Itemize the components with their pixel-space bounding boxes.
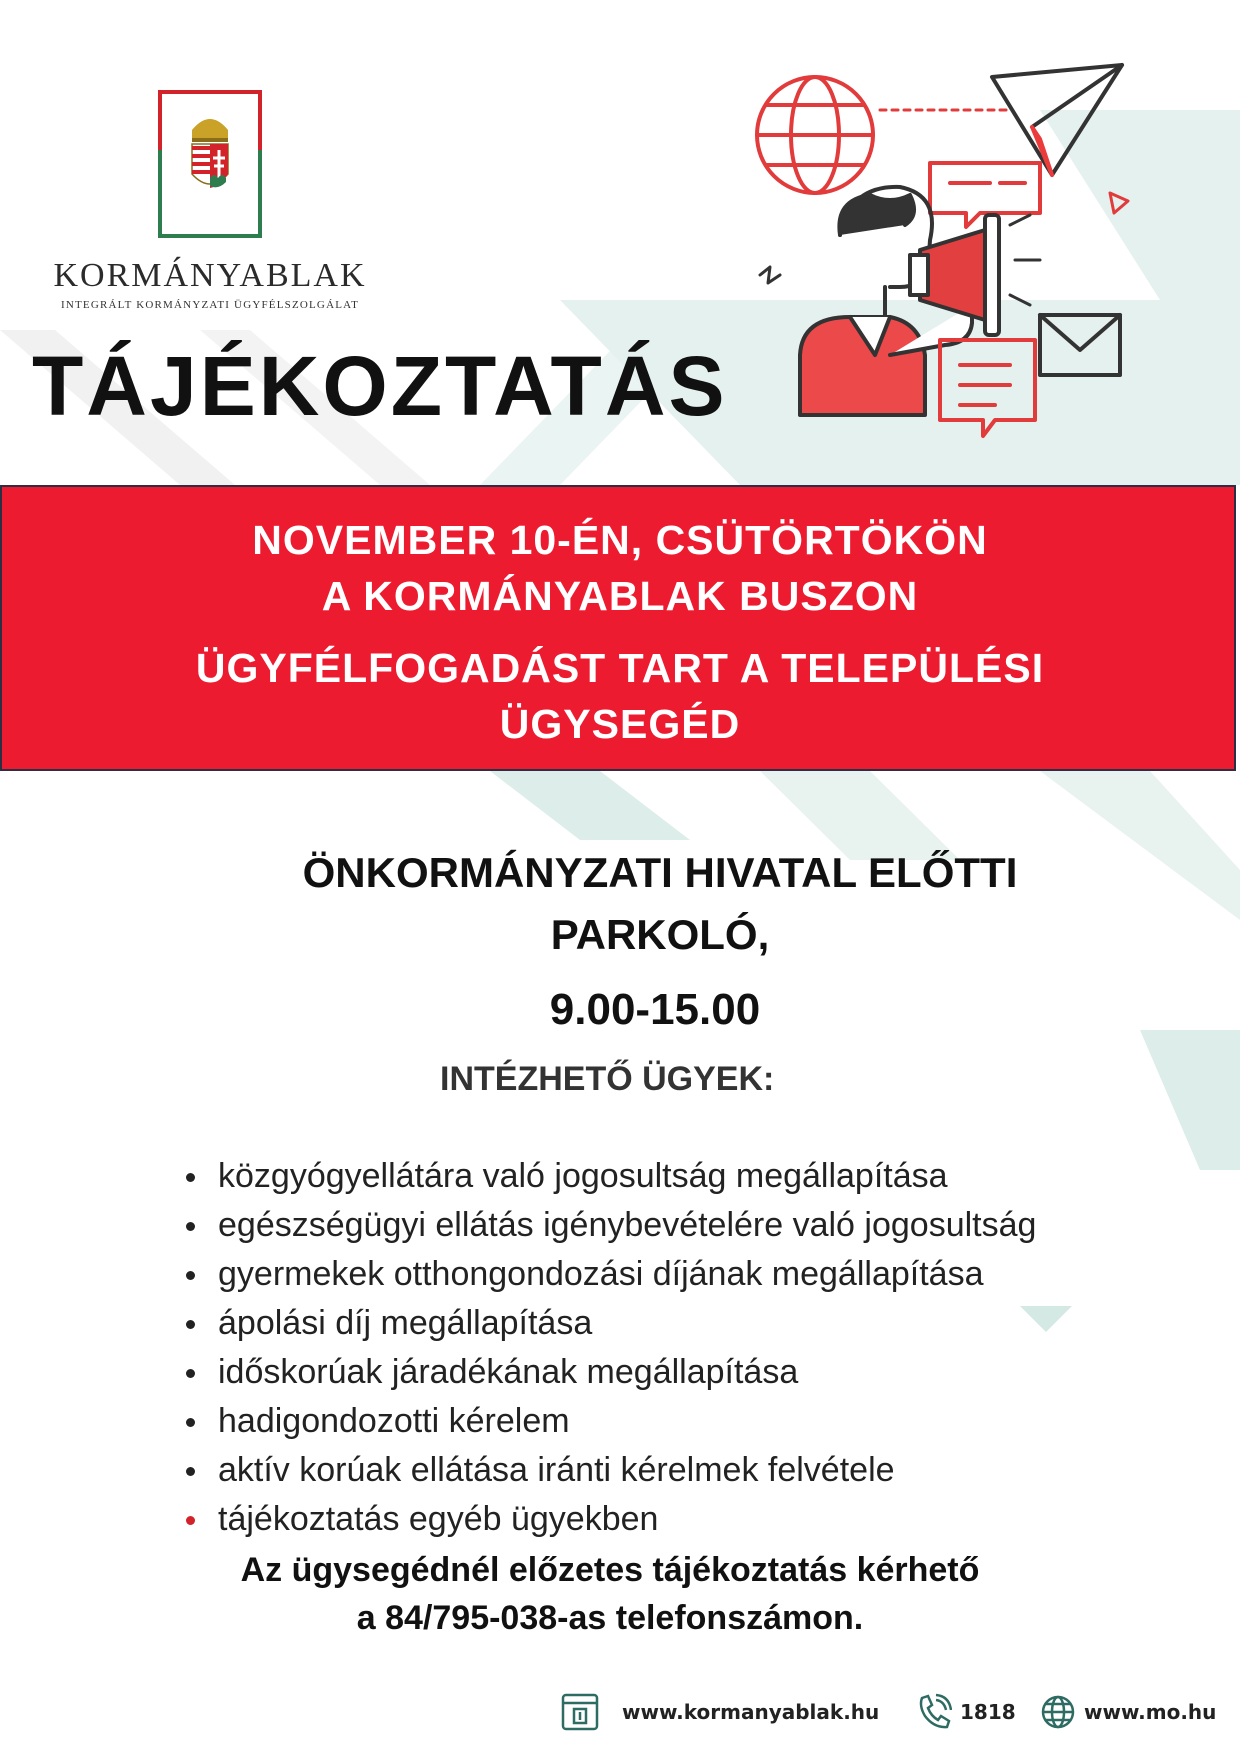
location-line-1: ÖNKORMÁNYZATI HIVATAL ELŐTTI bbox=[302, 849, 1018, 896]
footer-portal-link[interactable]: www.mo.hu bbox=[1084, 1700, 1217, 1724]
task-text: közgyógyellátára való jogosultság megállapítása bbox=[218, 1157, 948, 1195]
phone-icon bbox=[916, 1692, 952, 1732]
list-item bbox=[180, 1201, 1036, 1250]
location bbox=[220, 842, 1100, 966]
banner-line-1: NOVEMBER 10-ÉN, CSÜTÖRTÖKÖN bbox=[252, 517, 988, 563]
megaphone-person-illustration bbox=[740, 55, 1140, 445]
bullet-icon bbox=[186, 1369, 195, 1378]
bullet-icon bbox=[186, 1173, 195, 1182]
note-line-1: Az ügysegédnél előzetes tájékoztatás kérhető bbox=[240, 1551, 980, 1589]
task-list bbox=[180, 1152, 1036, 1544]
list-item bbox=[180, 1397, 1036, 1446]
globe-icon bbox=[1040, 1692, 1076, 1732]
logo-name: KORMÁNYABLAK bbox=[53, 257, 367, 294]
task-text: aktív korúak ellátása iránti kérelmek felvétele bbox=[218, 1451, 895, 1489]
location-line-2: PARKOLÓ, bbox=[550, 911, 770, 958]
browser-window-icon bbox=[560, 1692, 600, 1732]
bullet-icon bbox=[186, 1271, 195, 1280]
task-text: ápolási díj megállapítása bbox=[218, 1304, 593, 1342]
banner-line-4: ÜGYSEGÉD bbox=[499, 701, 741, 747]
task-text: gyermekek otthongondozási díjának megállapítása bbox=[218, 1255, 984, 1293]
kormanyablak-logo bbox=[50, 75, 370, 315]
list-item bbox=[180, 1299, 1036, 1348]
task-text: hadigondozotti kérelem bbox=[218, 1402, 570, 1440]
task-text: időskorúak járadékának megállapítása bbox=[218, 1353, 799, 1391]
list-item bbox=[180, 1250, 1036, 1299]
logo-subtitle: INTEGRÁLT KORMÁNYZATI ÜGYFÉLSZOLGÁLAT bbox=[60, 299, 359, 311]
coat-of-arms-icon bbox=[158, 90, 262, 238]
list-item bbox=[180, 1446, 1036, 1495]
note-line-2: a 84/795-038-as telefonszámon. bbox=[356, 1599, 864, 1637]
announcement-banner bbox=[0, 485, 1236, 771]
banner-line-3: ÜGYFÉLFOGADÁST TART A TELEPÜLÉSI bbox=[195, 645, 1045, 691]
bullet-icon bbox=[186, 1516, 195, 1525]
list-item bbox=[180, 1348, 1036, 1397]
list-item bbox=[180, 1495, 1036, 1544]
list-item bbox=[180, 1152, 1036, 1201]
page-title: TÁJÉKOZTATÁS bbox=[32, 339, 728, 433]
bullet-icon bbox=[186, 1320, 195, 1329]
banner-line-2: A KORMÁNYABLAK BUSZON bbox=[321, 573, 919, 619]
bullet-icon bbox=[186, 1467, 195, 1476]
bullet-icon bbox=[186, 1222, 195, 1231]
task-text: egészségügyi ellátás igénybevételére való jogosultság bbox=[218, 1206, 1037, 1244]
footer-website-link[interactable]: www.kormanyablak.hu bbox=[622, 1700, 880, 1724]
tasks-heading: INTÉZHETŐ ÜGYEK: bbox=[440, 1060, 775, 1098]
contact-note bbox=[180, 1546, 1040, 1642]
bullet-icon bbox=[186, 1418, 195, 1427]
footer-phone[interactable]: 1818 bbox=[960, 1700, 1016, 1724]
opening-hours: 9.00-15.00 bbox=[549, 985, 761, 1034]
task-text: tájékoztatás egyéb ügyekben bbox=[218, 1500, 659, 1538]
